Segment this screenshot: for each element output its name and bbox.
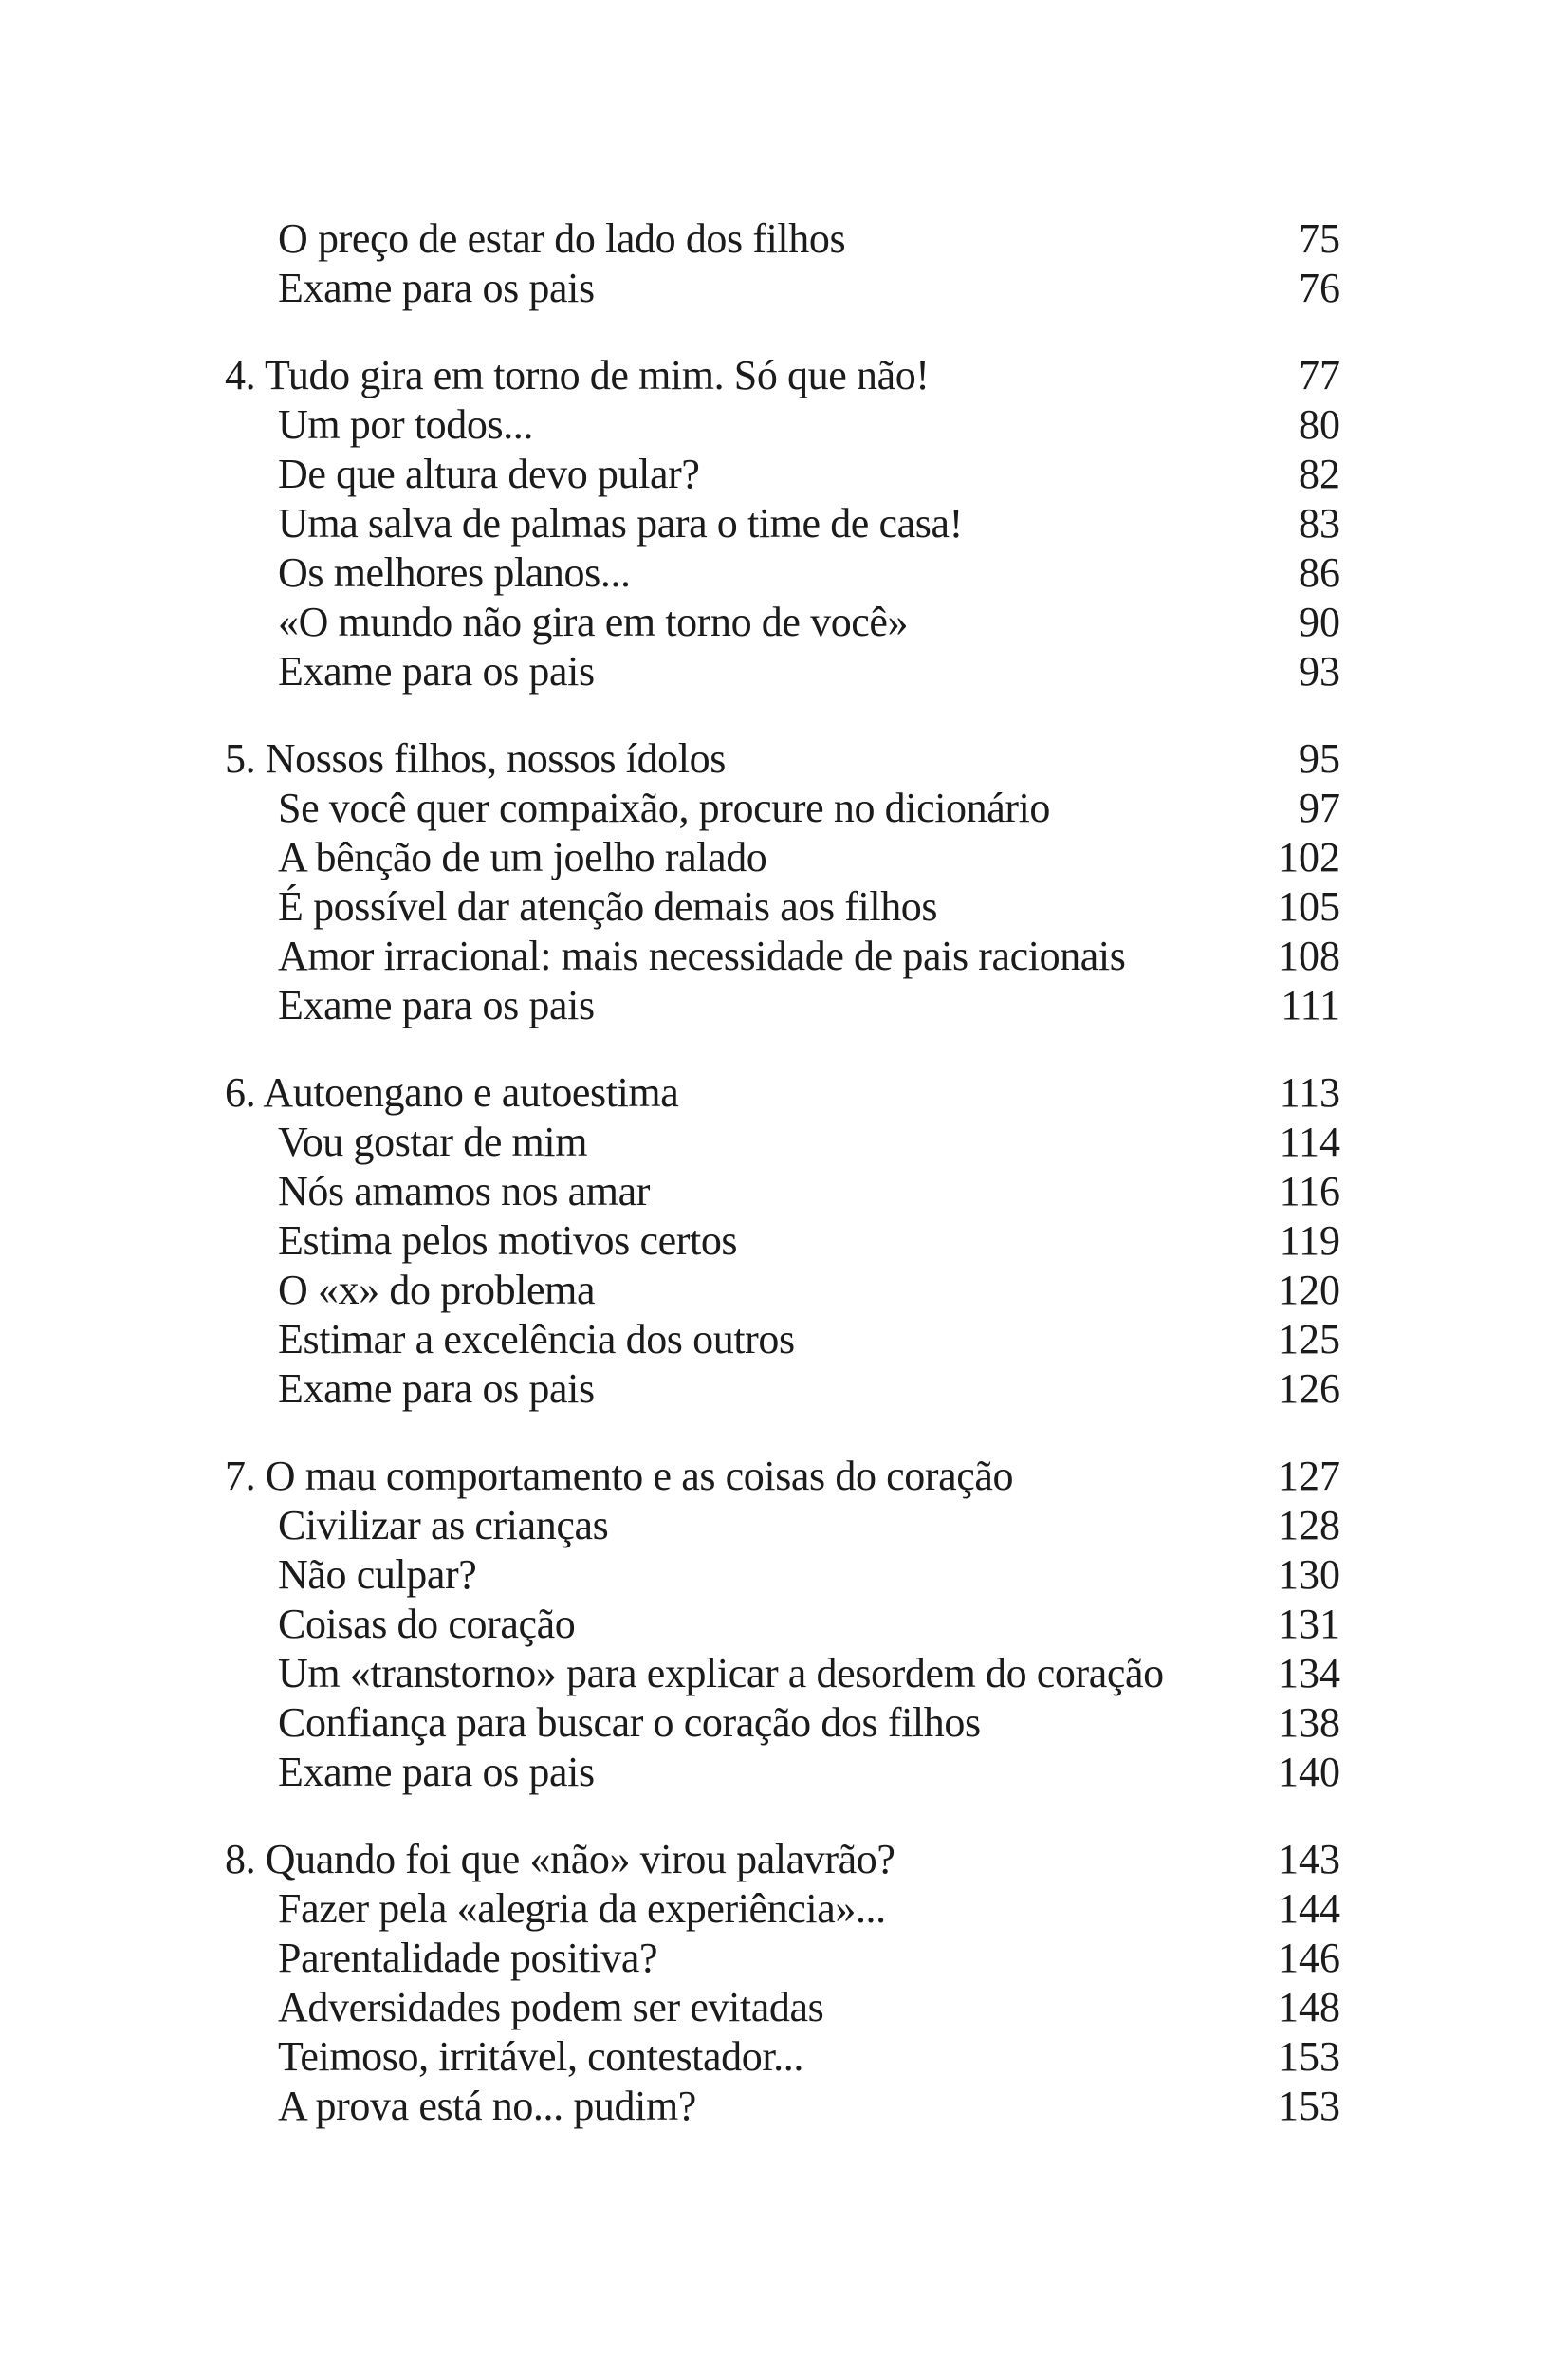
entry-page-number: 75 [1299,215,1340,262]
item-title: Estima pelos motivos certos [278,1217,738,1264]
entry-page-number: 134 [1278,1650,1340,1696]
toc-group [225,734,1340,1030]
item-title: Estimar a excelência dos outros [278,1316,795,1362]
toc-item-row [225,499,1340,548]
toc-item-row [225,2082,1340,2131]
entry-page-number: 105 [1278,883,1340,930]
entry-page-number: 143 [1278,1836,1340,1882]
item-title: O preço de estar do lado dos filhos [278,215,846,262]
entry-page-number: 114 [1279,1119,1340,1165]
entry-page-number: 108 [1278,933,1340,979]
entry-page-number: 127 [1278,1453,1340,1499]
item-title: Civilizar as crianças [278,1502,609,1548]
toc-item-row [225,1600,1340,1649]
toc-item-row [225,548,1340,598]
item-title: «O mundo não gira em torno de você» [278,599,909,645]
entry-page-number: 131 [1278,1601,1340,1647]
toc-chapter-row [225,1452,1340,1501]
entry-page-number: 97 [1299,785,1340,831]
entry-page-number: 113 [1279,1069,1340,1116]
item-title: Exame para os pais [278,1365,595,1412]
toc-item-row [225,932,1340,981]
toc-item-row [225,1501,1340,1550]
entry-page-number: 80 [1299,401,1340,448]
chapter-title: 7. O mau comportamento e as coisas do coração [225,1453,1014,1499]
entry-page-number: 83 [1299,500,1340,547]
item-title: É possível dar atenção demais aos filhos [278,883,938,930]
toc-list [225,214,1340,2131]
entry-page-number: 95 [1299,735,1340,782]
item-title: Se você quer compaixão, procure no dicionário [278,785,1051,831]
toc-chapter-row [225,1068,1340,1118]
toc-group [225,351,1340,696]
toc-item-row [225,1266,1340,1315]
entry-page-number: 93 [1299,648,1340,695]
entry-page-number: 102 [1278,834,1340,880]
chapter-title: 5. Nossos filhos, nossos ídolos [225,735,726,782]
toc-item-row [225,1884,1340,1934]
toc-item-row [225,882,1340,932]
entry-page-number: 77 [1299,352,1340,398]
toc-group [225,214,1340,313]
item-title: O «x» do problema [278,1267,596,1313]
item-title: De que altura devo pular? [278,451,700,497]
entry-page-number: 146 [1278,1935,1340,1981]
toc-item-row [225,784,1340,833]
chapter-title: 8. Quando foi que «não» virou palavrão? [225,1836,895,1882]
chapter-title: 4. Tudo gira em torno de mim. Só que não! [225,352,930,398]
entry-page-number: 90 [1299,599,1340,645]
item-title: Exame para os pais [278,1749,595,1795]
entry-page-number: 153 [1278,2083,1340,2129]
entry-page-number: 116 [1279,1168,1340,1214]
entry-page-number: 120 [1278,1267,1340,1313]
entry-page-number: 111 [1281,982,1340,1028]
entry-page-number: 125 [1278,1316,1340,1362]
entry-page-number: 130 [1278,1551,1340,1598]
item-title: Exame para os pais [278,982,595,1028]
toc-item-row [225,1698,1340,1748]
toc-item-row [225,1649,1340,1698]
toc-item-row [225,1748,1340,1797]
toc-item-row [225,400,1340,450]
toc-chapter-row [225,734,1340,784]
toc-chapter-row [225,351,1340,400]
entry-page-number: 76 [1299,265,1340,311]
toc-chapter-row [225,1835,1340,1884]
toc-item-row [225,1216,1340,1266]
item-title: Teimoso, irritável, contestador... [278,2033,803,2080]
toc-item-row [225,2032,1340,2082]
item-title: Os melhores planos... [278,549,631,596]
toc-item-row [225,1550,1340,1600]
toc-item-row [225,1364,1340,1414]
item-title: Exame para os pais [278,265,595,311]
toc-item-row [225,1983,1340,2032]
toc-item-row [225,981,1340,1030]
item-title: Exame para os pais [278,648,595,695]
entry-page-number: 138 [1278,1699,1340,1746]
toc-item-row [225,1118,1340,1167]
entry-page-number: 119 [1279,1217,1340,1264]
item-title: Não culpar? [278,1551,477,1598]
item-title: Coisas do coração [278,1601,576,1647]
item-title: Fazer pela «alegria da experiência»... [278,1885,886,1932]
item-title: Um «transtorno» para explicar a desordem do coração [278,1650,1164,1696]
toc-item-row [225,1934,1340,1983]
entry-page-number: 82 [1299,451,1340,497]
item-title: A bênção de um joelho ralado [278,834,767,880]
toc-item-row [225,214,1340,264]
entry-page-number: 126 [1278,1365,1340,1412]
toc-item-row [225,598,1340,647]
entry-page-number: 140 [1278,1749,1340,1795]
entry-page-number: 148 [1278,1984,1340,2030]
entry-page-number: 128 [1278,1502,1340,1548]
item-title: Adversidades podem ser evitadas [278,1984,824,2030]
item-title: A prova está no... pudim? [278,2083,696,2129]
toc-item-row [225,450,1340,499]
toc-group [225,1068,1340,1414]
toc-group [225,1452,1340,1797]
item-title: Nós amamos nos amar [278,1168,650,1214]
entry-page-number: 153 [1278,2033,1340,2080]
chapter-title: 6. Autoengano e autoestima [225,1069,679,1116]
toc-item-row [225,647,1340,696]
toc-item-row [225,1167,1340,1216]
toc-item-row [225,1315,1340,1364]
toc-item-row [225,833,1340,882]
toc-item-row [225,264,1340,313]
item-title: Amor irracional: mais necessidade de pais racionais [278,933,1126,979]
item-title: Parentalidade positiva? [278,1935,658,1981]
item-title: Um por todos... [278,401,534,448]
item-title: Uma salva de palmas para o time de casa! [278,500,963,547]
item-title: Vou gostar de mim [278,1119,588,1165]
entry-page-number: 86 [1299,549,1340,596]
item-title: Confiança para buscar o coração dos filhos [278,1699,981,1746]
entry-page-number: 144 [1278,1885,1340,1932]
toc-group [225,1835,1340,2131]
